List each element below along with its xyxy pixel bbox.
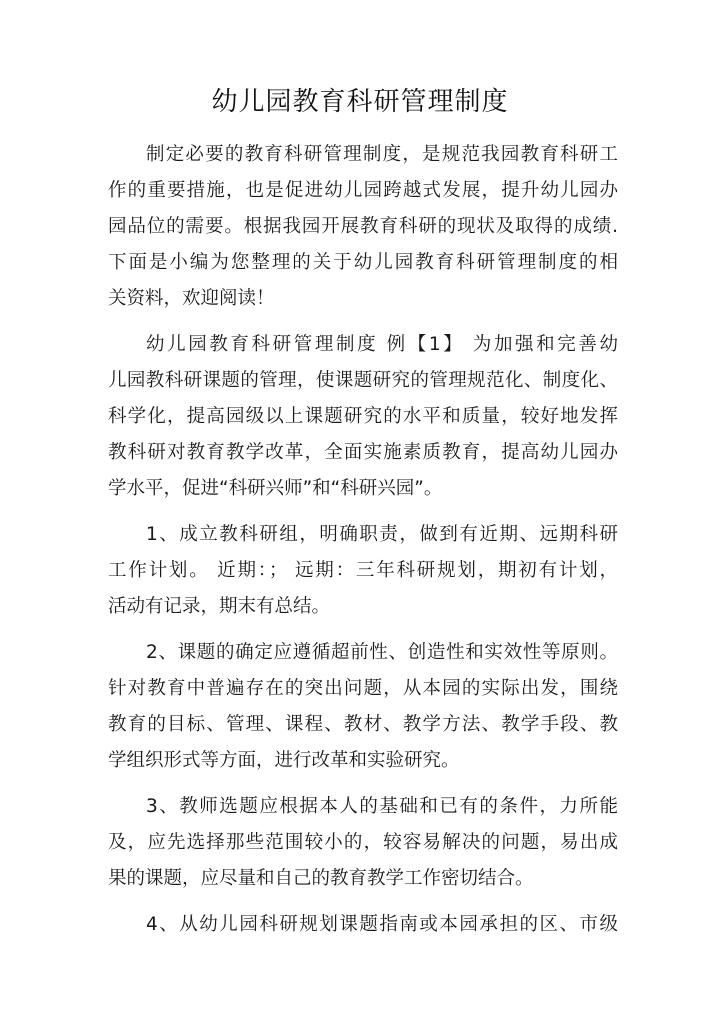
paragraph-line: 儿园教科研课题的管理，使课题研究的管理规范化、制度化、 <box>108 370 618 391</box>
paragraph-line: 学组织形式等方面，进行改革和实验研究。 <box>108 750 460 771</box>
paragraph-line: 园品位的需要。根据我园开展教育科研的现状及取得的成绩. <box>108 216 618 237</box>
paragraph-line: 作的重要措施，也是促进幼儿园跨越式发展，提升幼儿园办 <box>108 180 618 201</box>
paragraph-line: 4、从幼儿园科研规划课题指南或本园承担的区、市级 <box>146 914 618 935</box>
paragraph-line: 工作计划。 近期：； 远期：三年科研规划，期初有计划， <box>108 560 618 581</box>
paragraph-line: 教育的目标、管理、课程、教材、教学方法、教学手段、教 <box>108 714 618 735</box>
paragraph-line: 下面是小编为您整理的关于幼儿园教育科研管理制度的相 <box>108 252 618 273</box>
paragraph-line: 幼儿园教育科研管理制度 例【1】 为加强和完善幼 <box>146 334 618 355</box>
paragraph-line: 学水平，促进“科研兴师”和“科研兴园”。 <box>108 478 443 499</box>
document-title: 幼儿园教育科研管理制度 <box>211 87 509 117</box>
paragraph-line: 制定必要的教育科研管理制度，是规范我园教育科研工 <box>146 144 618 165</box>
paragraph-line: 关资料，欢迎阅读！ <box>108 288 275 309</box>
paragraph-line: 活动有记录，期末有总结。 <box>108 596 331 617</box>
paragraph-line: 1、成立教科研组，明确职责，做到有近期、远期科研 <box>146 524 618 545</box>
paragraph-line: 果的课题，应尽量和自己的教育教学工作密切结合。 <box>108 868 534 889</box>
paragraph-line: 3、教师选题应根据本人的基础和已有的条件，力所能 <box>146 796 618 817</box>
paragraph-line: 教科研对教育教学改革，全面实施素质教育，提高幼儿园办 <box>108 442 618 463</box>
paragraph-line: 及，应先选择那些范围较小的，较容易解决的问题，易出成 <box>108 832 618 853</box>
paragraph-line: 针对教育中普遍存在的突出问题，从本园的实际出发，围绕 <box>108 678 618 699</box>
paragraph-line: 科学化，提高园级以上课题研究的水平和质量，较好地发挥 <box>108 406 618 427</box>
paragraph-line: 2、课题的确定应遵循超前性、创造性和实效性等原则。 <box>146 642 618 663</box>
